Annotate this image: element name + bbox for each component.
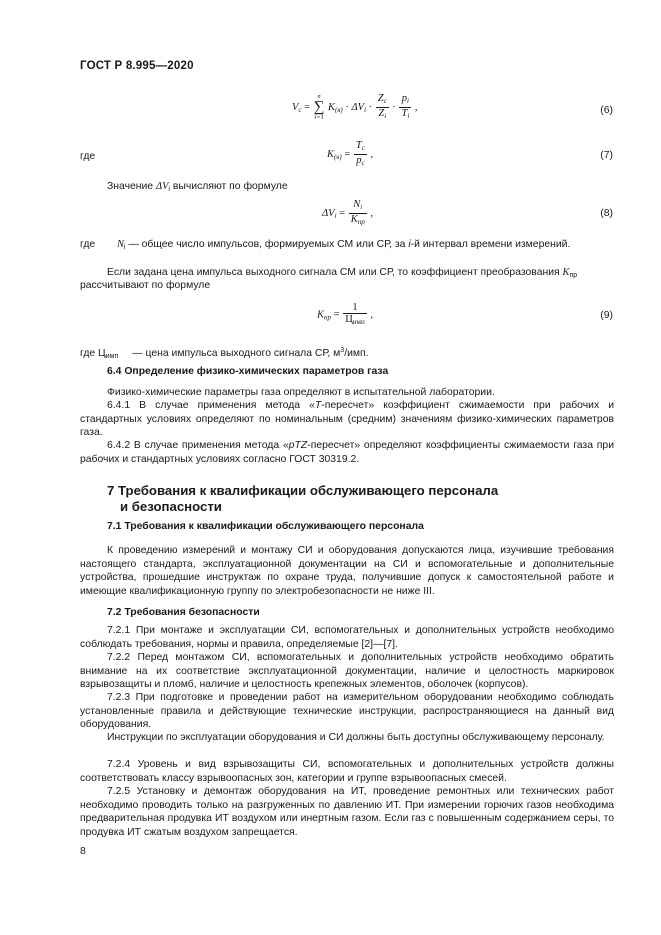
section-7-1-title: 7.1 Требования к квалификации обслуживающего персонала <box>107 521 424 532</box>
equation-number-6: (6) <box>600 105 613 116</box>
kpr-intro-line2: рассчитывают по формуле <box>80 280 211 291</box>
c-definition: где $Ц_{имп}$ — цена импульса выходного сигнала СР, $м^3$/имп. <box>80 347 369 360</box>
section-6-4-p1: Физико-химические параметры газа определяют в испытательной лаборатории. <box>107 387 495 398</box>
section-7-2-4: 7.2.4 Уровень и вид взрывозащиты СИ, вспомогательных и дополнительных устройств должны соответствовать классу взрывоопасных зон, категории и группе взрывоопасных смесей. <box>80 759 614 784</box>
section-6-4-title: 6.4 Определение физико-химических параметров газа <box>107 366 389 377</box>
section-7-2-1: 7.2.1 При монтаже и эксплуатации СИ, вспомогательных и дополнительных устройств необходимо соблюдать требования, нормы и правила, определяемые [2]—[7]. <box>80 625 614 650</box>
formula-8: $\Delta V_i$ = $\frac{N_i}{K_{пр}}$ , <box>322 199 373 226</box>
section-7-2-title: 7.2 Требования безопасности <box>107 607 260 618</box>
formula-6: $V_c$ = n ∑ i=1 $K_{(в)} \cdot \Delta V_i$ · $\frac{Z_c}{Z_i}$ · $\frac{p_i}{T_i}$ , <box>292 93 418 121</box>
formula-7: $K_{(в)}$ = $\frac{T_c}{p_c}$ , <box>327 140 374 167</box>
section-7-title-line2: и безопасности <box>120 499 222 514</box>
section-6-4-2: 6.4.2 В случае применения метода «pTZ-пересчет» определяют коэффициенты сжимаемости газа при рабочих и стандартных условиях согласно ГОСТ 30319.2. <box>80 440 615 465</box>
section-7-2-3: 7.2.3 При подготовке и проведении работ на измерительном оборудовании необходимо соблюдать установленные правила и действующие технические инструкции, распространяющиеся на данный вид оборудования. <box>80 692 614 731</box>
section-6-4-1: 6.4.1 В случае применения метода «T-пересчет» коэффициент сжимаемости при рабочих и стандартных условиях определяют по номинальным (средним) значениям физико-химических параметров газа. <box>80 400 614 439</box>
page-number: 8 <box>80 846 86 857</box>
section-7-title-line1: 7 Требования к квалификации обслуживающего персонала <box>107 483 499 498</box>
formula-9: $K_{пр}$ = $\frac{1}{Ц_{имп}}$ , <box>317 302 373 326</box>
equation-number-8: (8) <box>600 208 613 219</box>
equation-number-9: (9) <box>600 310 613 321</box>
where-label-7: где <box>80 151 96 162</box>
section-7-2-3-b: Инструкции по эксплуатации оборудования и СИ должны быть доступны обслуживающему персоналу. <box>107 732 605 743</box>
dv-intro: Значение $\Delta V_i$ вычисляют по формуле <box>107 181 288 193</box>
kpr-intro-line1: Если задана цена импульса выходного сигнала СМ или СР, то коэффициент преобразования $K_{пр}$ <box>107 267 578 279</box>
ni-definition: где $N_i$ — общее число импульсов, формируемых СМ или СР, за i-й интервал времени измерений. <box>80 239 571 251</box>
equation-number-7: (7) <box>600 150 613 161</box>
document-header: ГОСТ Р 8.995—2020 <box>80 60 194 72</box>
sum-symbol: n ∑ i=1 <box>313 93 325 121</box>
section-7-2-2: 7.2.2 Перед монтажом СИ, вспомогательных и дополнительных устройств необходимо обратить внимание на их соответствие эксплуатационной документации, наличие и целостность маркировок взрывозащиты и пломб, наличие и целостность крепежных элементов, оболочек (корпусов). <box>80 652 614 691</box>
section-7-1-text: К проведению измерений и монтажу СИ и оборудования допускаются лица, изучившие требования настоящего стандарта, эксплуатационной документации на СИ и вспомогательные и дополнительные устройства, прошедшие инструктаж по охране труда, получившие допуск к самостоятельной работе и имеющие квалификационную группу по электробезопасности не ниже III. <box>80 545 614 597</box>
section-7-2-5: 7.2.5 Установку и демонтаж оборудования на ИТ, проведение ремонтных или технических работ необходимо проводить только на разгруженных по давлению ИТ. При измерении горючих газов необходима предварительная продувка ИТ воздухом или инертным газом. Если газ с повышенным содержанием серы, то продувка ИТ сжатым воздухом запрещается. <box>80 786 614 838</box>
